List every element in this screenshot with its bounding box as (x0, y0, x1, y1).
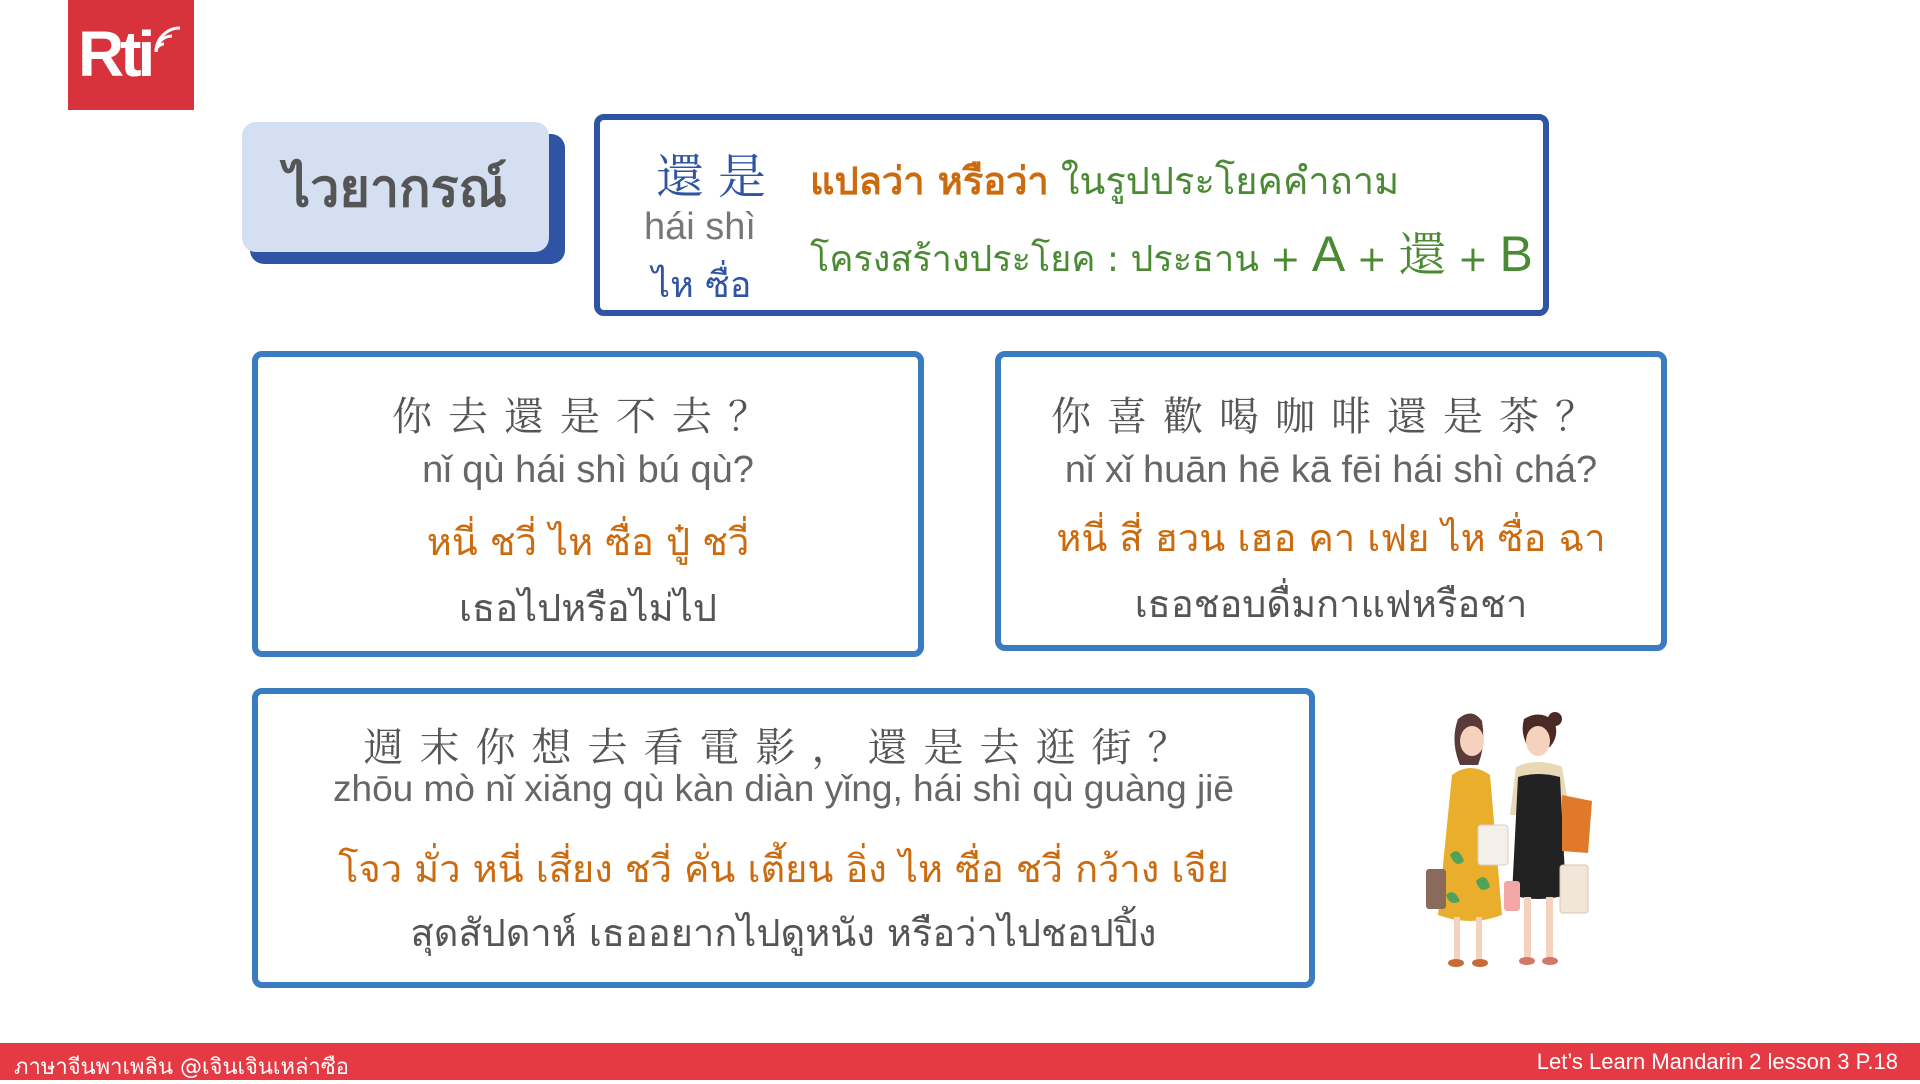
footer-lesson: Let’s Learn Mandarin 2 lesson 3 P.18 (1536, 1049, 1898, 1074)
keyword-meaning-rest: ในรูปประโยคคำถาม (1060, 159, 1400, 203)
example-box-3 (252, 688, 1315, 988)
sentence-structure (810, 216, 1533, 287)
example-2-pinyin: nǐ xǐ huān hē kā fēi hái shì chá? (1064, 449, 1598, 491)
example-1-chinese: 你去還是不去？ (392, 394, 784, 440)
example-2-thai-sound: หนี่ สี่ ฮวน เฮอ คา เฟย ไห ซื่อ ฉา (1056, 516, 1606, 560)
rti-logo (68, 0, 194, 110)
structure-subject: ประธาน (1130, 239, 1259, 280)
footer-credit: ภาษาจีนพาเพลิน @เจินเจินเหล่าซือ (14, 1055, 349, 1080)
structure-colon: : (1106, 239, 1120, 280)
example-3-pinyin: zhōu mò nǐ xiǎng qù kàn diàn yǐng, hái shì qù guàng jiē (333, 768, 1234, 809)
example-box-1 (252, 351, 924, 657)
example-2-thai-meaning: เธอชอบดื่มกาแฟหรือชา (1134, 582, 1528, 626)
example-2-chinese: 你喜歡喝咖啡還是茶？ (1051, 394, 1611, 440)
grammar-tag-label: ไวยากรณ์ (242, 122, 549, 252)
two-women-shopping-icon (1420, 705, 1600, 985)
grammar-tag (242, 122, 567, 265)
example-3-thai-sound: โจว มั่ว หนี่ เสี่ยง ชวี่ คั่น เตี้ยน อิ่ง ไห ซื่อ ชวี่ กว้าง เจีย (338, 847, 1229, 891)
keyword-meaning-highlight: แปลว่า หรือว่า (810, 159, 1049, 203)
structure-han: 還 (1398, 227, 1447, 283)
structure-plus-1: + (1270, 239, 1301, 280)
keyword-pinyin: hái shì (644, 206, 756, 248)
logo-text: Rti (78, 18, 152, 90)
structure-b: B (1499, 226, 1533, 282)
example-1-thai-sound: หนี่ ชวี่ ไห ซื่อ ปู๋ ชวี่ (426, 520, 750, 564)
example-1-pinyin: nǐ qù hái shì bú qù? (422, 449, 754, 491)
structure-a: A (1311, 226, 1346, 282)
keyword-box (594, 114, 1549, 316)
example-1-thai-meaning: เธอไปหรือไม่ไป (459, 586, 717, 630)
example-3-chinese: 週末你想去看電影，還是去逛街？ (363, 725, 1204, 771)
example-box-2 (995, 351, 1667, 651)
keyword-thai-reading: ไห ซื่อ (652, 265, 752, 306)
structure-plus-2: + (1356, 239, 1387, 280)
footer-bar (0, 1043, 1920, 1080)
signal-waves-icon (152, 22, 186, 56)
keyword-chinese: 還是 (656, 149, 781, 205)
structure-label: โครงสร้างประโยค (810, 239, 1096, 280)
structure-plus-3: + (1457, 239, 1488, 280)
keyword-meaning (810, 150, 1399, 211)
example-3-thai-meaning: สุดสัปดาห์ เธออยากไปดูหนัง หรือว่าไปชอปปิ้ง (410, 911, 1157, 955)
